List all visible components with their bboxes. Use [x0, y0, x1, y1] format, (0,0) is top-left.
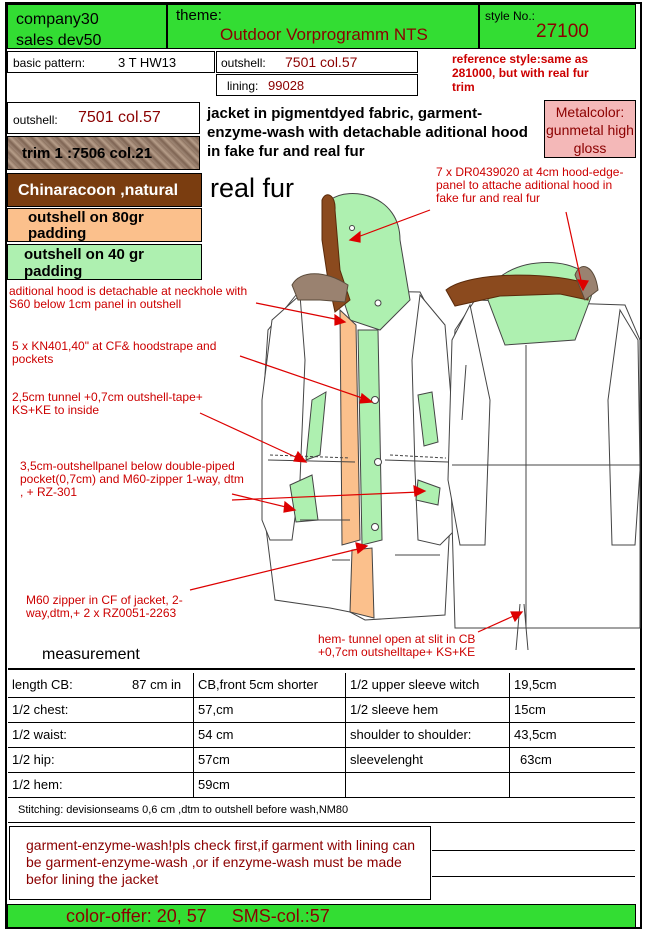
measurement-table: [0, 670, 647, 798]
trim-label: trim 1 :7506 col.21: [22, 145, 153, 162]
callout-outshellpanel: 3,5cm-outshellpanel below double-piped pocket(0,7cm) and M60-zipper 1-way, dtm , + RZ-301: [20, 459, 244, 499]
m-value3: [510, 773, 635, 797]
m-label2: [346, 773, 510, 797]
outshell-label: outshell:: [221, 56, 266, 70]
m-label2: shoulder to shoulder:: [346, 723, 510, 747]
m-value2: 59cm: [194, 773, 346, 797]
footer-color-offer: [7, 904, 636, 928]
company-name: company30: [16, 11, 99, 28]
callout-kn401: 5 x KN401,40" at CF& hoodstrape and pockets: [12, 339, 217, 366]
m-value2: 57cm: [194, 748, 346, 772]
color-offer: color-offer: 20, 57 SMS-col.:57: [66, 906, 330, 926]
callout-tunnel: 2,5cm tunnel +0,7cm outshell-tape+ KS+KE to inside: [12, 390, 203, 417]
m-label: length CB:: [12, 677, 73, 692]
measurement-row: [8, 773, 635, 798]
m-label: 1/2 hip:: [8, 748, 194, 772]
m-label: 1/2 hem:: [8, 773, 194, 797]
sales-dev: sales dev50: [16, 32, 102, 49]
callout-detachable-hood: aditional hood is detachable at neckhole with S60 below 1cm panel in outshell: [9, 284, 248, 311]
lining-value: 99028: [268, 78, 305, 93]
notes-lines: [432, 850, 635, 851]
measurement-row: [8, 673, 635, 698]
outshell-value: 7501 col.57: [285, 54, 358, 70]
notes-box: [9, 826, 431, 900]
metalcolor-box: Metalcolor: gunmetal high gloss: [544, 100, 636, 158]
lining-label: lining:: [227, 79, 259, 93]
padding80-label: outshell on 80gr padding: [28, 209, 144, 242]
style-label: style No.:: [485, 9, 536, 23]
m-value3: 43,5cm: [514, 727, 557, 742]
m-value2: CB,front 5cm shorter: [194, 673, 346, 697]
basic-pattern-value: 3 T HW13: [118, 55, 177, 70]
chinaracoon-label: Chinaracoon ,natural: [18, 182, 179, 199]
callout-m60-zipper: M60 zipper in CF of jacket, 2-way,dtm,+ 2 x RZ0051-2263: [26, 593, 183, 620]
m-label2: sleevelenght: [346, 748, 510, 772]
m-value: 87 cm in: [128, 673, 194, 697]
reference-style: reference style:same as 281000, but with real fur trim: [452, 52, 589, 94]
measurement-row: [8, 723, 635, 748]
style-number: 27100: [536, 21, 589, 42]
callout-hood-buttons: 7 x DR0439020 at 4cm hood-edge-panel to attache aditional hood in fake fur and real fur: [436, 165, 624, 205]
theme-value: Outdoor Vorprogramm NTS: [220, 25, 428, 44]
m-label2: 1/2 sleeve hem: [346, 698, 510, 722]
measurement-row: [8, 698, 635, 723]
real-fur-label: real fur: [210, 173, 295, 203]
m-label: 1/2 chest:: [8, 698, 194, 722]
stitching-border: [8, 822, 635, 823]
m-value2: 57,cm: [194, 698, 346, 722]
garment-description: jacket in pigmentdyed fabric, garment-enzyme-wash with detachable aditional hood in fake fur and real fur: [207, 105, 528, 160]
m-value3: 15cm: [514, 702, 546, 717]
theme-label: theme:: [176, 7, 222, 24]
outshell-swatch-value: 7501 col.57: [78, 109, 161, 126]
measurement-title: measurement: [42, 646, 140, 663]
padding40-label: outshell on 40 gr padding: [24, 246, 145, 280]
m-label2: 1/2 upper sleeve witch: [346, 673, 510, 697]
basic-pattern-label: basic pattern:: [13, 56, 86, 70]
measurement-row: [8, 748, 635, 773]
m-label: 1/2 waist:: [8, 723, 194, 747]
stitching-note: Stitching: devisionseams 0,6 cm ,dtm to outshell before wash,NM80: [18, 804, 349, 816]
m-value3: 19,5cm: [514, 677, 557, 692]
m-value3: 63cm: [520, 752, 552, 767]
notes-lines: [432, 876, 635, 877]
outshell-swatch-label: outshell:: [13, 113, 58, 127]
notes-text: garment-enzyme-wash!pls check first,if garment with lining can be garment-enzyme-wash ,or if enzyme-wash must be made befor lining the jacket: [26, 837, 416, 887]
callout-hem-tunnel: hem- tunnel open at slit in CB +0,7cm outshelltape+ KS+KE: [318, 632, 476, 659]
m-value2: 54 cm: [194, 723, 346, 747]
